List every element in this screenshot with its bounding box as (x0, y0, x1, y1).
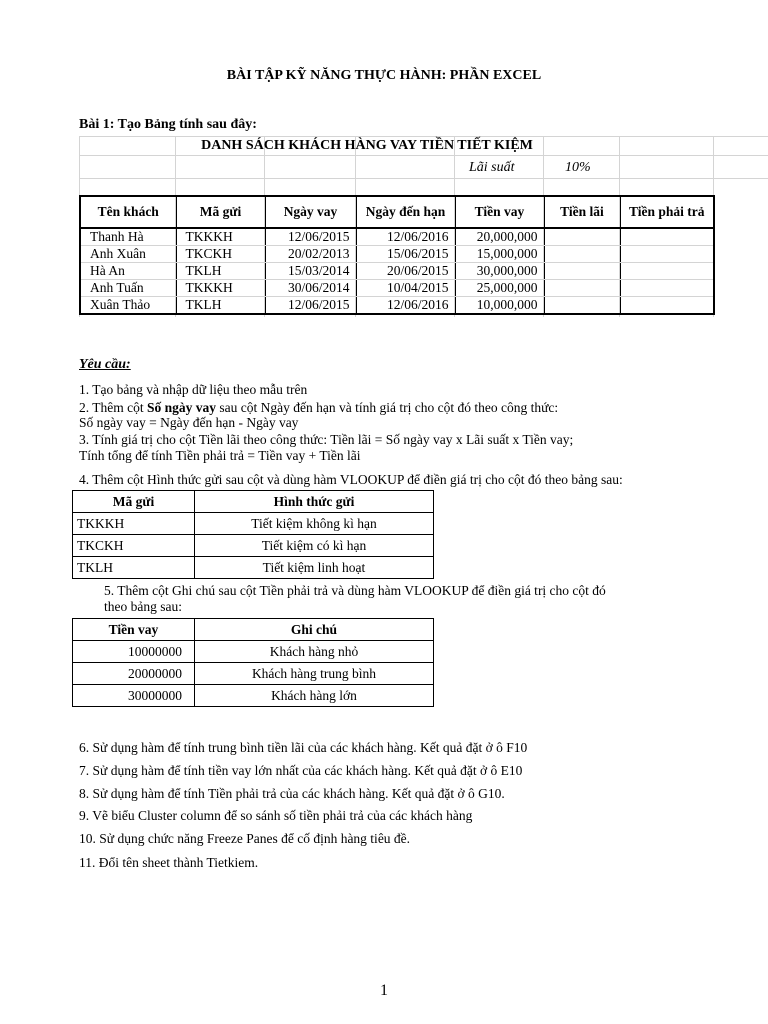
cell-loan-date: 12/06/2015 (265, 228, 356, 246)
table-header-row (73, 619, 434, 641)
cell-due-date: 12/06/2016 (356, 297, 455, 315)
table-row (80, 280, 714, 297)
cell-note: Khách hàng nhỏ (195, 641, 434, 663)
cell-code: TKLH (73, 557, 195, 579)
requirement-10: 10. Sử dụng chức năng Freeze Panes để cố định hàng tiêu đề. (79, 831, 411, 846)
cell-name: Hà An (80, 263, 176, 280)
table-row (73, 513, 434, 535)
cell-total (620, 246, 714, 263)
cell-code: TKKKH (176, 280, 265, 297)
page-number: 1 (380, 982, 388, 999)
requirement-9: 9. Vẽ biểu Cluster column để so sánh số tiền phải trả của các khách hàng (79, 808, 473, 823)
deposit-type-table (72, 490, 434, 579)
interest-rate-label: Lãi suất (469, 160, 515, 175)
cell-code: TKLH (176, 263, 265, 280)
cell-loan-amount: 30000000 (73, 685, 195, 707)
header-cell: Ghi chú (195, 619, 434, 641)
cell-code: TKKKH (73, 513, 195, 535)
requirement-2 (79, 400, 558, 416)
cell-deposit-type: Tiết kiệm có kì hạn (195, 535, 434, 557)
cell-name: Thanh Hà (80, 228, 176, 246)
cell-interest (544, 263, 620, 280)
cell-loan-amount: 25,000,000 (455, 280, 544, 297)
cell-code: TKCKH (73, 535, 195, 557)
cell-loan-amount: 10000000 (73, 641, 195, 663)
table-row (73, 663, 434, 685)
requirement-11: 11. Đổi tên sheet thành Tietkiem. (79, 855, 259, 870)
cell-deposit-type: Tiết kiệm không kì hạn (195, 513, 434, 535)
cell-total (620, 297, 714, 315)
requirement-2-rest: sau cột Ngày đến hạn và tính giá trị cho cột đó theo công thức: (216, 400, 559, 415)
cell-total (620, 228, 714, 246)
header-cell: Tên khách (80, 196, 176, 228)
cell-deposit-type: Tiết kiệm linh hoạt (195, 557, 434, 579)
cell-loan-date: 15/03/2014 (265, 263, 356, 280)
cell-due-date: 12/06/2016 (356, 228, 455, 246)
requirements-heading: Yêu cầu: (79, 357, 131, 372)
spreadsheet-area (79, 136, 768, 317)
cell-code: TKCKH (176, 246, 265, 263)
cell-name: Anh Xuân (80, 246, 176, 263)
cell-loan-date: 30/06/2014 (265, 280, 356, 297)
requirement-3: 3. Tính giá trị cho cột Tiền lãi theo công thức: Tiền lãi = Số ngày vay x Lãi suất x Tiền vay; (79, 432, 574, 447)
cell-due-date: 20/06/2015 (356, 263, 455, 280)
requirement-6: 6. Sử dụng hàm để tính trung bình tiền lãi của các khách hàng. Kết quả đặt ở ô F10 (79, 740, 528, 755)
cell-loan-date: 12/06/2015 (265, 297, 356, 315)
requirement-4: 4. Thêm cột Hình thức gửi sau cột và dùng hàm VLOOKUP để điền giá trị cho cột đó theo bảng sau: (79, 472, 623, 487)
cell-loan-amount: 10,000,000 (455, 297, 544, 315)
cell-due-date: 15/06/2015 (356, 246, 455, 263)
cell-code: TKKKH (176, 228, 265, 246)
cell-total (620, 263, 714, 280)
cell-total (620, 280, 714, 297)
table-header-row (80, 196, 714, 228)
cell-loan-date: 20/02/2013 (265, 246, 356, 263)
cell-loan-amount: 30,000,000 (455, 263, 544, 280)
table-row (73, 557, 434, 579)
table-row (80, 297, 714, 315)
table-header-row (73, 491, 434, 513)
header-cell: Mã gửi (176, 196, 265, 228)
header-cell: Tiền vay (73, 619, 195, 641)
cell-due-date: 10/04/2015 (356, 280, 455, 297)
customer-table (79, 195, 715, 315)
header-cell: Tiền lãi (544, 196, 620, 228)
table-row (80, 246, 714, 263)
table-row (80, 228, 714, 246)
table-row (73, 641, 434, 663)
document-title: BÀI TẬP KỸ NĂNG THỰC HÀNH: PHẦN EXCEL (226, 68, 542, 83)
table-row (73, 535, 434, 557)
table-row (80, 263, 714, 280)
note-table (72, 618, 434, 707)
table-row (73, 685, 434, 707)
requirement-1: 1. Tạo bảng và nhập dữ liệu theo mẫu trên (79, 382, 308, 397)
header-cell: Tiền phải trả (620, 196, 714, 228)
cell-loan-amount: 15,000,000 (455, 246, 544, 263)
requirement-7: 7. Sử dụng hàm để tính tiền vay lớn nhất của các khách hàng. Kết quả đặt ở ô E10 (79, 763, 523, 778)
header-cell: Ngày vay (265, 196, 356, 228)
cell-code: TKLH (176, 297, 265, 315)
requirement-2-bold: Số ngày vay (147, 400, 217, 415)
cell-note: Khách hàng lớn (195, 685, 434, 707)
requirement-3-formula: Tính tổng để tính Tiền phải trả = Tiền vay + Tiền lãi (79, 448, 361, 463)
exercise-heading: Bài 1: Tạo Bảng tính sau đây: (79, 117, 257, 132)
cell-loan-amount: 20000000 (73, 663, 195, 685)
cell-loan-amount: 20,000,000 (455, 228, 544, 246)
header-cell: Ngày đến hạn (356, 196, 455, 228)
requirement-2-text: 2. Thêm cột (79, 400, 147, 415)
interest-rate-value: 10% (565, 160, 591, 175)
requirement-5: 5. Thêm cột Ghi chú sau cột Tiền phải trả và dùng hàm VLOOKUP để điền giá trị cho cột đó (104, 583, 606, 598)
cell-interest (544, 228, 620, 246)
cell-note: Khách hàng trung bình (195, 663, 434, 685)
requirement-8: 8. Sử dụng hàm để tính Tiền phải trả của các khách hàng. Kết quả đặt ở ô G10. (79, 786, 505, 801)
requirement-2-formula: Số ngày vay = Ngày đến hạn - Ngày vay (79, 415, 299, 430)
cell-name: Xuân Thảo (80, 297, 176, 315)
cell-interest (544, 246, 620, 263)
requirement-5-cont: theo bảng sau: (104, 599, 182, 614)
cell-interest (544, 297, 620, 315)
header-cell: Tiền vay (455, 196, 544, 228)
header-cell: Hình thức gửi (195, 491, 434, 513)
cell-interest (544, 280, 620, 297)
cell-name: Anh Tuấn (80, 280, 176, 297)
sheet-title: DANH SÁCH KHÁCH HÀNG VAY TIỀN TIẾT KIỆM (201, 138, 533, 153)
header-cell: Mã gửi (73, 491, 195, 513)
